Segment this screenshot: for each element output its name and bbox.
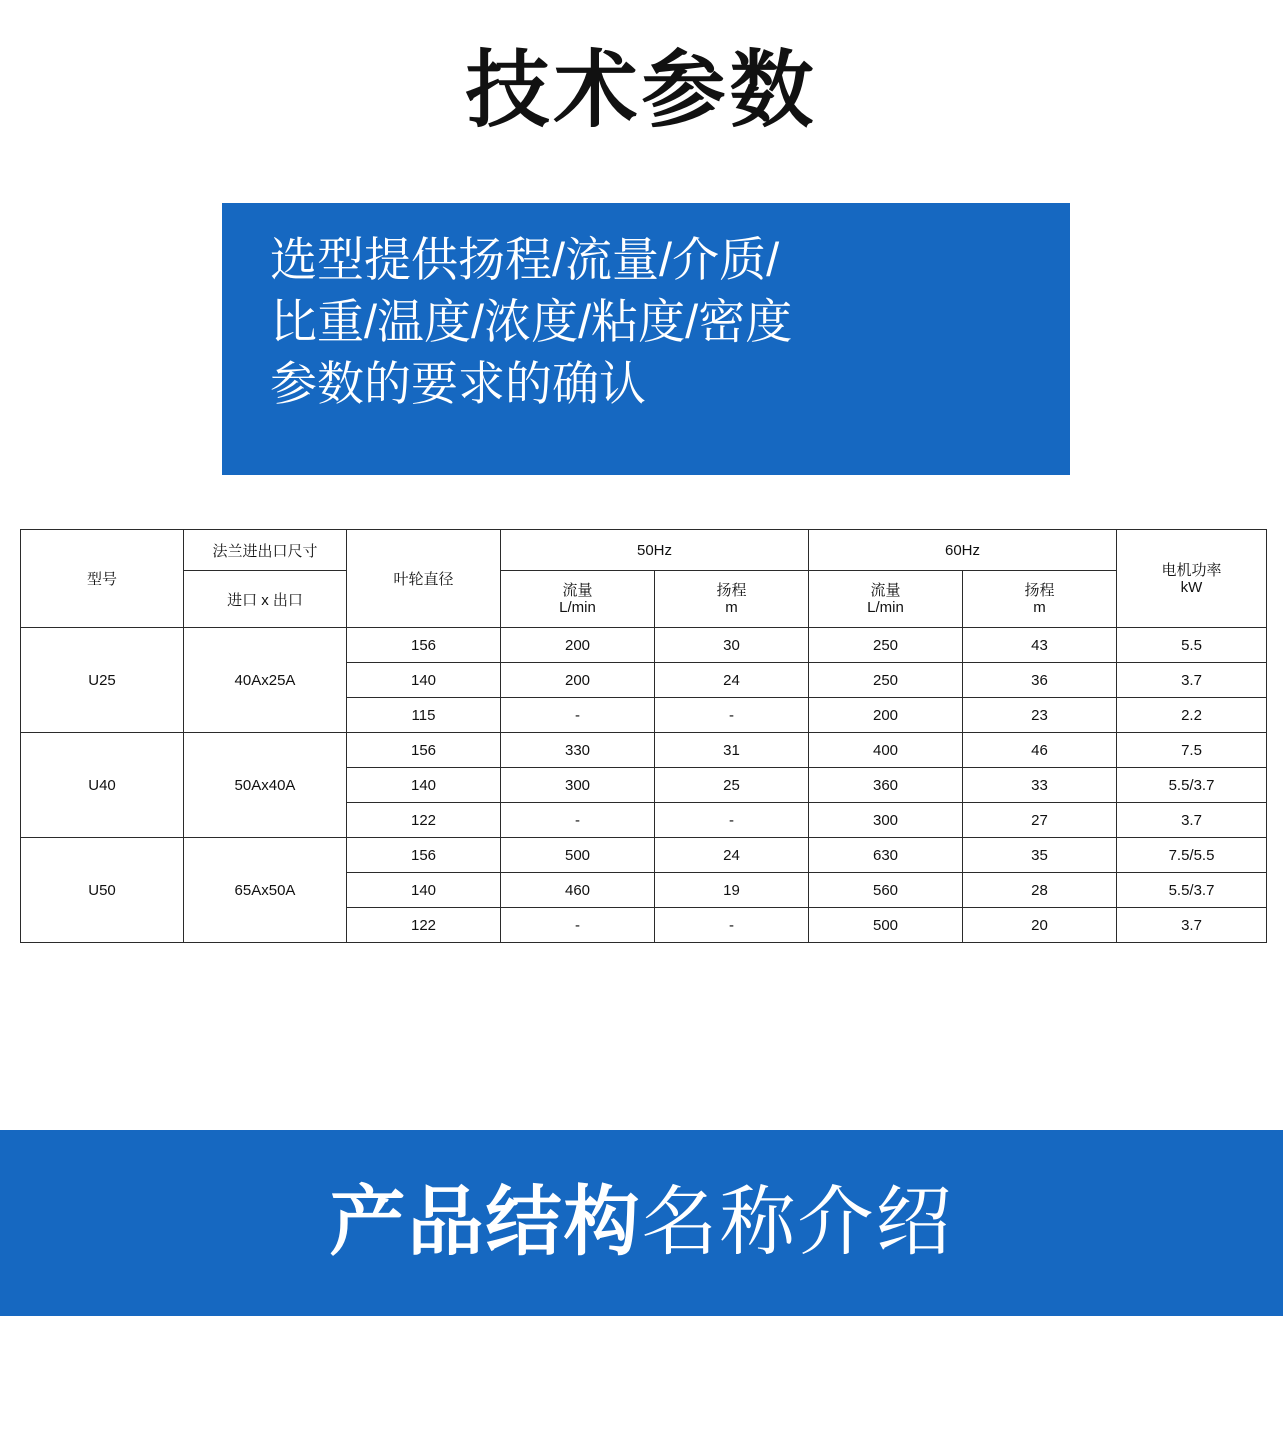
- section-banner-strong: 产品结构: [329, 1180, 642, 1265]
- table-row: [21, 838, 1267, 873]
- selection-note-box: [222, 203, 1070, 475]
- cell-flow60-0-1: 250: [809, 663, 963, 698]
- spec-table-wrapper: [20, 529, 1266, 943]
- cell-flow50-0-1: 200: [501, 663, 655, 698]
- note-line-3: 参数的要求的确认: [270, 357, 646, 410]
- cell-model-1: U40: [21, 733, 184, 838]
- header-model: 型号: [21, 530, 184, 628]
- cell-head60-2-2: 20: [963, 908, 1117, 943]
- cell-flow50-2-1: 460: [501, 873, 655, 908]
- cell-flow60-2-0: 630: [809, 838, 963, 873]
- header-50hz: 50Hz: [501, 530, 809, 571]
- cell-flow50-0-2: -: [501, 698, 655, 733]
- cell-impeller-2-0: 156: [347, 838, 501, 873]
- cell-head50-2-1: 19: [655, 873, 809, 908]
- header-motor-power: [1117, 530, 1267, 628]
- header-flow-50-unit: L/min: [559, 599, 596, 616]
- cell-power-0-0: 5.5: [1117, 628, 1267, 663]
- cell-flow50-0-0: 200: [501, 628, 655, 663]
- cell-head60-0-2: 23: [963, 698, 1117, 733]
- cell-power-2-0: 7.5/5.5: [1117, 838, 1267, 873]
- cell-power-1-1: 5.5/3.7: [1117, 768, 1267, 803]
- header-flow-60-unit: L/min: [867, 599, 904, 616]
- section-banner-light: 名称介绍: [641, 1180, 954, 1265]
- cell-model-0: U25: [21, 628, 184, 733]
- cell-size-2: 65Ax50A: [184, 838, 347, 943]
- cell-impeller-2-1: 140: [347, 873, 501, 908]
- section-banner: [0, 1130, 1283, 1316]
- cell-power-0-1: 3.7: [1117, 663, 1267, 698]
- cell-flow60-0-0: 250: [809, 628, 963, 663]
- cell-impeller-1-2: 122: [347, 803, 501, 838]
- cell-flow50-2-2: -: [501, 908, 655, 943]
- table-row: [21, 733, 1267, 768]
- header-inlet-outlet: 进口 x 出口: [184, 571, 347, 628]
- cell-size-0: 40Ax25A: [184, 628, 347, 733]
- cell-head50-2-0: 24: [655, 838, 809, 873]
- cell-impeller-1-1: 140: [347, 768, 501, 803]
- cell-impeller-0-1: 140: [347, 663, 501, 698]
- cell-power-2-2: 3.7: [1117, 908, 1267, 943]
- cell-power-1-2: 3.7: [1117, 803, 1267, 838]
- cell-flow50-1-2: -: [501, 803, 655, 838]
- header-head-50: [655, 571, 809, 628]
- cell-power-1-0: 7.5: [1117, 733, 1267, 768]
- cell-flow50-1-0: 330: [501, 733, 655, 768]
- cell-flow60-1-1: 360: [809, 768, 963, 803]
- cell-flow50-2-0: 500: [501, 838, 655, 873]
- cell-head50-0-2: -: [655, 698, 809, 733]
- note-line-2: 比重/温度/浓度/粘度/密度: [270, 295, 793, 348]
- cell-head60-1-1: 33: [963, 768, 1117, 803]
- table-row: [21, 628, 1267, 663]
- header-flow-60: [809, 571, 963, 628]
- cell-head60-2-0: 35: [963, 838, 1117, 873]
- header-flow-50: [501, 571, 655, 628]
- cell-power-2-1: 5.5/3.7: [1117, 873, 1267, 908]
- cell-head50-2-2: -: [655, 908, 809, 943]
- cell-head60-1-0: 46: [963, 733, 1117, 768]
- cell-impeller-0-2: 115: [347, 698, 501, 733]
- header-flow-60-label: 流量: [870, 582, 901, 599]
- cell-head50-1-0: 31: [655, 733, 809, 768]
- header-motor-power-label: 电机功率: [1161, 561, 1222, 579]
- cell-flow60-0-2: 200: [809, 698, 963, 733]
- header-impeller: 叶轮直径: [347, 530, 501, 628]
- cell-head50-0-0: 30: [655, 628, 809, 663]
- table-header-row-2: [21, 571, 1267, 628]
- cell-head60-2-1: 28: [963, 873, 1117, 908]
- cell-impeller-0-0: 156: [347, 628, 501, 663]
- cell-flow50-1-1: 300: [501, 768, 655, 803]
- table-header-row-1: [21, 530, 1267, 571]
- note-line-1: 选型提供扬程/流量/介质/: [270, 233, 780, 286]
- page-title: 技术参数: [465, 43, 818, 137]
- cell-head50-0-1: 24: [655, 663, 809, 698]
- cell-head50-1-1: 25: [655, 768, 809, 803]
- cell-flow60-2-2: 500: [809, 908, 963, 943]
- header-motor-power-unit: kW: [1180, 578, 1203, 596]
- header-head-60-label: 扬程: [1024, 582, 1055, 599]
- cell-impeller-1-0: 156: [347, 733, 501, 768]
- cell-flow60-2-1: 560: [809, 873, 963, 908]
- cell-flow60-1-0: 400: [809, 733, 963, 768]
- cell-impeller-2-2: 122: [347, 908, 501, 943]
- cell-head50-1-2: -: [655, 803, 809, 838]
- section-banner-text: [329, 1180, 954, 1265]
- header-flow-50-label: 流量: [562, 582, 593, 599]
- header-60hz: 60Hz: [809, 530, 1117, 571]
- cell-flow60-1-2: 300: [809, 803, 963, 838]
- header-head-60-unit: m: [1033, 599, 1046, 616]
- cell-power-0-2: 2.2: [1117, 698, 1267, 733]
- header-flange-size: 法兰进出口尺寸: [184, 530, 347, 571]
- cell-model-2: U50: [21, 838, 184, 943]
- header-head-50-unit: m: [725, 599, 738, 616]
- header-head-60: [963, 571, 1117, 628]
- cell-head60-1-2: 27: [963, 803, 1117, 838]
- header-head-50-label: 扬程: [716, 582, 747, 599]
- cell-head60-0-1: 36: [963, 663, 1117, 698]
- cell-size-1: 50Ax40A: [184, 733, 347, 838]
- cell-head60-0-0: 43: [963, 628, 1117, 663]
- spec-table: [20, 529, 1267, 943]
